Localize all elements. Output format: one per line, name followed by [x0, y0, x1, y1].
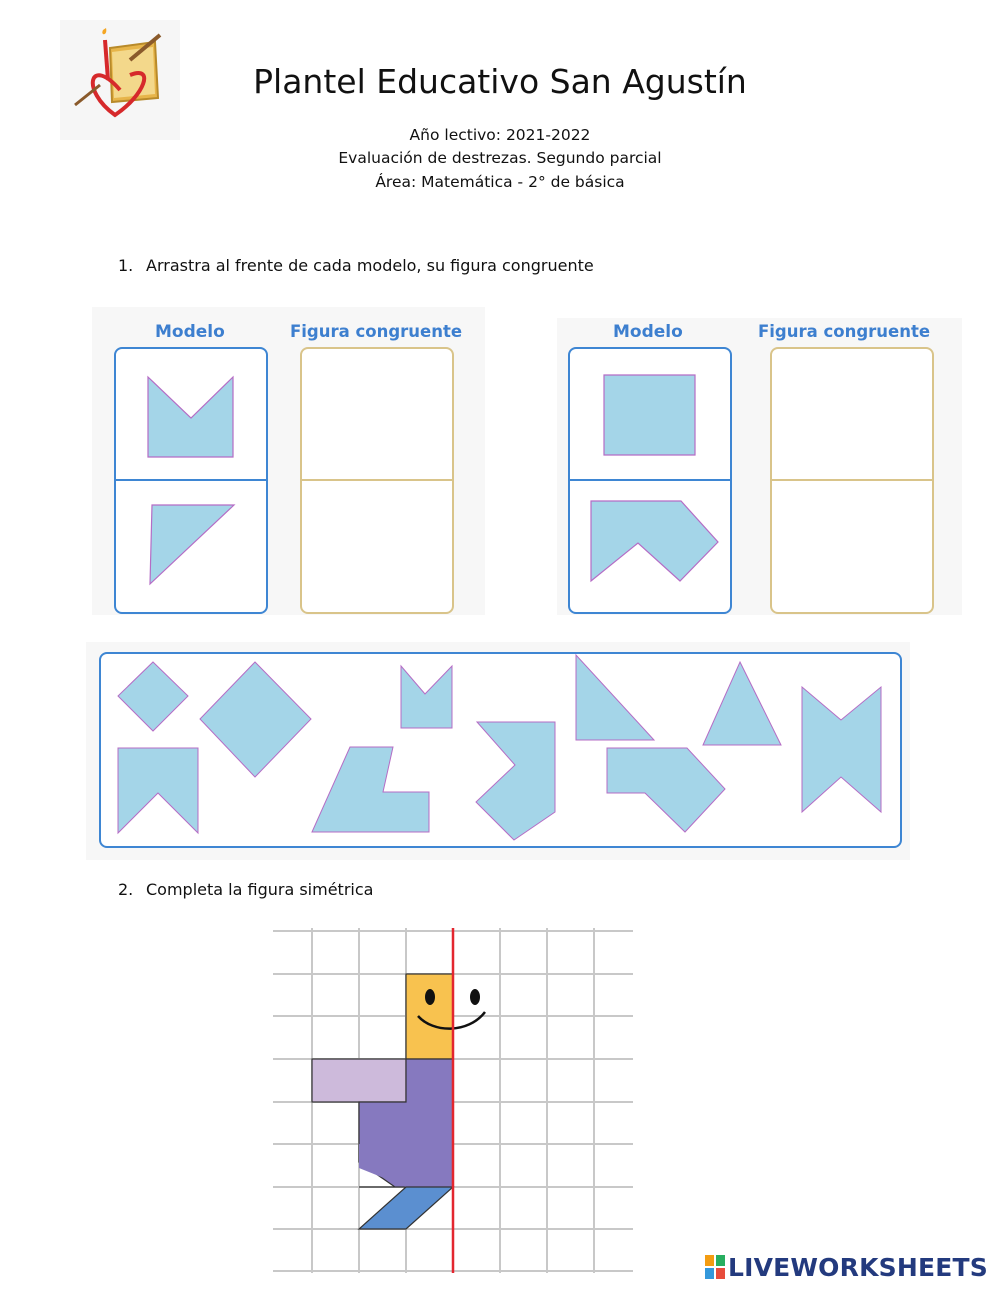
- draggable-right-triangle[interactable]: [576, 655, 654, 740]
- subject-area: Área: Matemática - 2° de básica: [375, 173, 625, 191]
- question-1-text: Arrastra al frente de cada modelo, su figura congruente: [146, 256, 594, 275]
- symmetry-grid[interactable]: [268, 928, 638, 1278]
- draggable-isosceles-triangle[interactable]: [703, 662, 781, 745]
- question-1-number: 1.: [118, 256, 134, 275]
- evaluation-title: Evaluación de destrezas. Segundo parcial: [338, 149, 662, 167]
- draggable-bowtie-shape[interactable]: [802, 687, 881, 812]
- liveworksheets-badge-icon: [705, 1255, 725, 1279]
- question-2-number: 2.: [118, 880, 134, 899]
- question-2-text: Completa la figura simétrica: [146, 880, 374, 899]
- figure-arm: [312, 1059, 406, 1102]
- model-header-right: Modelo: [613, 322, 683, 342]
- figure-lower-body: [359, 1144, 453, 1187]
- draggable-chevron-up-shape[interactable]: [118, 748, 198, 833]
- figure-head: [406, 974, 453, 1059]
- draggable-small-notched-shape[interactable]: [401, 666, 452, 728]
- question-2: [118, 880, 373, 899]
- figure-half: [312, 974, 453, 1229]
- figure-foot: [359, 1187, 453, 1229]
- congruent-header-left: Figura congruente: [290, 322, 463, 341]
- draggable-rotated-chevron-shape[interactable]: [476, 722, 555, 840]
- liveworksheets-brand-text: LIVEWORKSHEETS: [727, 1253, 988, 1282]
- draggable-small-diamond[interactable]: [118, 662, 188, 731]
- draggable-large-diamond[interactable]: [200, 662, 311, 777]
- school-title: Plantel Educativo San Agustín: [253, 62, 747, 101]
- draggable-l-trapezoid-shape[interactable]: [312, 747, 429, 832]
- model-header-left: Modelo: [155, 322, 225, 342]
- draggable-large-chevron-shape[interactable]: [607, 748, 725, 832]
- school-year: Año lectivo: 2021-2022: [409, 126, 591, 144]
- liveworksheets-logo[interactable]: [705, 1253, 988, 1282]
- congruent-header-right: Figura congruente: [758, 322, 931, 341]
